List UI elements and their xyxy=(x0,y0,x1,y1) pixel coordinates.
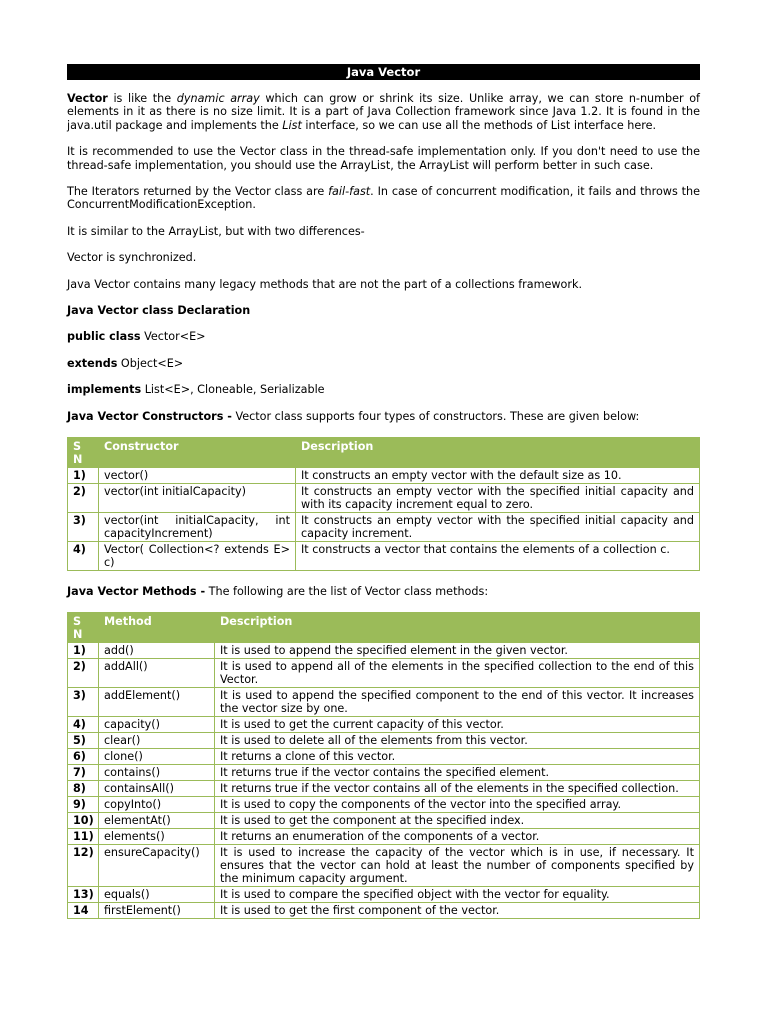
column-header-method: Method xyxy=(99,612,215,642)
row-description: It is used to compare the specified object with the vector for equality. xyxy=(215,886,700,902)
intro-paragraph-5: Vector is synchronized. xyxy=(67,251,197,265)
table-row xyxy=(68,513,700,542)
row-name: contains() xyxy=(99,764,215,780)
row-description: It constructs an empty vector with the default size as 10. xyxy=(296,468,700,484)
text: The Iterators returned by the Vector class are xyxy=(67,185,329,199)
table-row xyxy=(68,764,700,780)
emphasis: dynamic array xyxy=(176,92,260,105)
text: Object<E> xyxy=(117,356,184,370)
declaration-line-2 xyxy=(67,357,700,370)
row-number: 6) xyxy=(68,748,99,764)
document-page xyxy=(67,64,700,919)
methods-table xyxy=(67,612,700,919)
methods-heading xyxy=(67,585,700,598)
row-number: 5) xyxy=(68,732,99,748)
row-name: vector(int initialCapacity, int capacityIncrement) xyxy=(99,513,296,542)
declaration-heading xyxy=(67,304,700,317)
row-description: It is used to copy the components of the vector into the specified array. xyxy=(215,796,700,812)
row-description: It returns an enumeration of the components of a vector. xyxy=(215,828,700,844)
row-name: addAll() xyxy=(99,658,215,687)
intro-paragraph-3 xyxy=(67,185,700,212)
page-title: Java Vector xyxy=(67,64,700,80)
declaration-line-1 xyxy=(67,330,700,343)
row-name: elementAt() xyxy=(99,812,215,828)
row-name: Vector( Collection<? extends E> c) xyxy=(99,542,296,571)
emphasis: List xyxy=(282,118,302,132)
table-row xyxy=(68,542,700,571)
row-description: It constructs an empty vector with the specified initial capacity and capacity increment. xyxy=(296,513,700,542)
table-row xyxy=(68,844,700,886)
row-name: containsAll() xyxy=(99,780,215,796)
row-number: 10) xyxy=(68,812,99,828)
row-number: 3) xyxy=(68,687,99,716)
intro-paragraph-1 xyxy=(67,92,700,132)
table-row xyxy=(68,780,700,796)
row-description: It constructs a vector that contains the elements of a collection c. xyxy=(296,542,700,571)
column-header-sn: S N xyxy=(68,612,99,642)
row-name: ensureCapacity() xyxy=(99,844,215,886)
row-name: elements() xyxy=(99,828,215,844)
intro-paragraph-4: It is similar to the ArrayList, but with two differences- xyxy=(67,224,365,238)
row-number: 3) xyxy=(68,513,99,542)
intro-paragraph-2: It is recommended to use the Vector class in the thread-safe implementation only. If you don't need to use the thread-safe implementation, you should use the ArrayList, the ArrayList will perform better in such case. xyxy=(67,145,700,172)
table-row xyxy=(68,732,700,748)
row-description: It is used to increase the capacity of the vector which is in use, if necessary. It ensures that the vector can hold at least the number of components specified by the minimum capacity argument. xyxy=(215,844,700,886)
row-description: It is used to get the first component of the vector. xyxy=(215,902,700,918)
heading-text: Java Vector class Declaration xyxy=(67,304,251,318)
table-row xyxy=(68,796,700,812)
row-number: 8) xyxy=(68,780,99,796)
table-row xyxy=(68,748,700,764)
text: List<E>, Cloneable, Serializable xyxy=(141,383,325,397)
row-name: clear() xyxy=(99,732,215,748)
table-row xyxy=(68,484,700,513)
row-name: firstElement() xyxy=(99,902,215,918)
text: interface, so we can use all the methods of List interface here. xyxy=(301,118,657,132)
row-description: It constructs an empty vector with the specified initial capacity and with its capacity increment equal to zero. xyxy=(296,484,700,513)
row-description: It is used to delete all of the elements from this vector. xyxy=(215,732,700,748)
table-row xyxy=(68,886,700,902)
row-number: 12) xyxy=(68,844,99,886)
row-number: 11) xyxy=(68,828,99,844)
row-description: It returns true if the vector contains all of the elements in the specified collection. xyxy=(215,780,700,796)
row-number: 1) xyxy=(68,468,99,484)
table-row xyxy=(68,716,700,732)
table-header-row xyxy=(68,612,700,642)
row-number: 2) xyxy=(68,484,99,513)
row-name: vector() xyxy=(99,468,296,484)
row-description: It returns true if the vector contains the specified element. xyxy=(215,764,700,780)
row-name: addElement() xyxy=(99,687,215,716)
row-number: 13) xyxy=(68,886,99,902)
text: Vector<E> xyxy=(140,330,206,344)
row-description: It returns a clone of this vector. xyxy=(215,748,700,764)
constructors-table xyxy=(67,437,700,571)
table-row xyxy=(68,828,700,844)
table-row xyxy=(68,812,700,828)
text: The following are the list of Vector class methods: xyxy=(205,585,489,599)
row-name: add() xyxy=(99,642,215,658)
table-row xyxy=(68,902,700,918)
constructors-table-body xyxy=(68,468,700,571)
table-header-row xyxy=(68,438,700,468)
vector-term: Vector xyxy=(67,92,108,105)
methods-table-body xyxy=(68,642,700,918)
row-description: It is used to append all of the elements in the specified collection to the end of this Vector. xyxy=(215,658,700,687)
table-row xyxy=(68,468,700,484)
text: . In case of concurrent modification, it fails and throws the ConcurrentModificationException. xyxy=(67,185,700,212)
constructors-heading xyxy=(67,410,700,423)
row-number: 1) xyxy=(68,642,99,658)
row-description: It is used to append the specified component to the end of this vector. It increases the vector size by one. xyxy=(215,687,700,716)
row-number: 9) xyxy=(68,796,99,812)
row-number: 7) xyxy=(68,764,99,780)
row-name: equals() xyxy=(99,886,215,902)
column-header-sn: S N xyxy=(68,438,99,468)
text: is like the xyxy=(107,92,177,105)
row-name: capacity() xyxy=(99,716,215,732)
column-header-description: Description xyxy=(296,438,700,468)
row-name: vector(int initialCapacity) xyxy=(99,484,296,513)
table-row xyxy=(68,687,700,716)
table-row xyxy=(68,658,700,687)
row-description: It is used to append the specified element in the given vector. xyxy=(215,642,700,658)
declaration-line-3 xyxy=(67,383,700,396)
row-name: copyInto() xyxy=(99,796,215,812)
keyword: public class xyxy=(67,330,141,344)
heading-text: Java Vector Methods - xyxy=(67,585,206,599)
row-number: 2) xyxy=(68,658,99,687)
text: Vector class supports four types of constructors. These are given below: xyxy=(231,409,640,423)
row-name: clone() xyxy=(99,748,215,764)
heading-text: Java Vector Constructors - xyxy=(67,409,232,423)
row-description: It is used to get the current capacity of this vector. xyxy=(215,716,700,732)
intro-paragraph-6: Java Vector contains many legacy methods that are not the part of a collections framework. xyxy=(67,277,583,291)
column-header-constructor: Constructor xyxy=(99,438,296,468)
keyword: implements xyxy=(67,383,142,397)
row-number: 4) xyxy=(68,716,99,732)
row-number: 4) xyxy=(68,542,99,571)
text: which can grow or shrink its size. Unlike array, we can store n-number of elements in it as there is no size limit. It is a part of Java Collection framework since Java 1.2. It is found in the java.util package and implements the xyxy=(67,92,701,132)
row-number: 14 xyxy=(68,902,99,918)
emphasis: fail-fast xyxy=(328,185,371,199)
row-description: It is used to get the component at the specified index. xyxy=(215,812,700,828)
table-row xyxy=(68,642,700,658)
keyword: extends xyxy=(67,356,118,370)
column-header-description: Description xyxy=(215,612,700,642)
